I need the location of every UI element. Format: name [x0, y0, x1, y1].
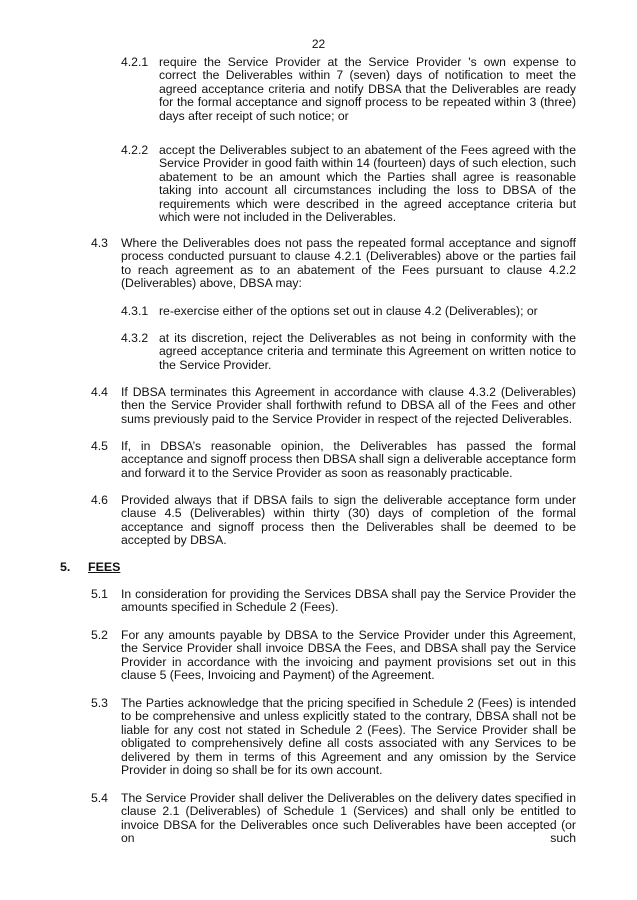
clause-text: For any amounts payable by DBSA to the Service Provider under this Agreement, the Service Provider shall invoice DBSA the Fees, and DBSA shall pay the Service Provider in accordance with the invoicing and payment provisions set out in this clause 5 (Fees, Invoicing and Payment) of the Agreement. — [121, 628, 576, 683]
section-heading-fees — [60, 560, 121, 574]
clause-text: Where the Deliverables does not pass the repeated formal acceptance and signoff process conducted pursuant to clause 4.2.1 (Deliverables) above or the parties fail to reach agreement as to an abatement of the Fees pursuant to clause 4.2.2 (Deliverables) above, DBSA may: — [121, 236, 576, 291]
clause-5-4 — [91, 792, 576, 846]
section-number: 5. — [60, 560, 71, 574]
clause-text: at its discretion, reject the Deliverables as not being in conformity with the agreed acceptance criteria and terminate this Agreement on written notice to the Service Provider. — [159, 331, 576, 372]
clause-number: 4.6 — [91, 493, 108, 507]
clause-number: 4.3 — [91, 236, 108, 250]
clause-number: 4.3.2 — [121, 331, 149, 345]
clause-text: The Parties acknowledge that the pricing specified in Schedule 2 (Fees) is intended to be comprehensive and unless explicitly stated to the contrary, DBSA shall not be liable for any cost not stated in Schedule 2 (Fees). The Service Provider shall be obligated to comprehensively define all costs associated with any Services to be delivered by them in terms of this Agreement and any omission by the Service Provider in doing so shall be for its own account. — [121, 696, 576, 778]
clause-number: 5.2 — [91, 628, 108, 642]
clause-number: 4.5 — [91, 439, 108, 453]
clause-number: 5.3 — [91, 696, 108, 710]
clause-4-3-2 — [121, 332, 576, 372]
clause-4-2-2 — [121, 144, 576, 225]
clause-text: accept the Deliverables subject to an abatement of the Fees agreed with the Service Provider in good faith within 14 (fourteen) days of such election, such abatement to be an amount which the Parties shall agree is reasonable taking into account all circumstances including the loss to DBSA of the requirements which were described in the agreed acceptance criteria but which were not included in the Deliverables. — [159, 143, 576, 225]
clause-4-6 — [91, 494, 576, 548]
clause-number: 4.2.1 — [121, 55, 149, 69]
section-title: FEES — [88, 560, 121, 574]
clause-number: 4.4 — [91, 385, 108, 399]
clause-4-3 — [91, 237, 576, 291]
clause-number: 5.1 — [91, 587, 108, 601]
clause-text: In consideration for providing the Services DBSA shall pay the Service Provider the amounts specified in Schedule 2 (Fees). — [121, 587, 576, 615]
clause-text: If, in DBSA’s reasonable opinion, the Deliverables has passed the formal acceptance and signoff process then DBSA shall sign a deliverable acceptance form and forward it to the Service Provider as soon as reasonably practicable. — [121, 439, 576, 480]
page-number: 22 — [311, 37, 326, 51]
clause-number: 5.4 — [91, 791, 108, 805]
clause-4-2-1 — [121, 56, 576, 123]
clause-text: The Service Provider shall deliver the Deliverables on the delivery dates specified in clause 2.1 (Deliverables) of Schedule 1 (Services) and shall only be entitled to invoice DBSA for the Deliverables once such Deliverables have been accepted (or on such — [121, 791, 576, 846]
clause-5-2 — [91, 629, 576, 683]
clause-4-3-1 — [121, 305, 576, 318]
clause-4-5 — [91, 440, 576, 480]
clause-text: If DBSA terminates this Agreement in accordance with clause 4.3.2 (Deliverables) then the Service Provider shall forthwith refund to DBSA all of the Fees and other sums previously paid to the Service Provider in respect of the rejected Deliverables. — [121, 385, 576, 426]
clause-5-1 — [91, 588, 576, 615]
clause-text: require the Service Provider at the Service Provider 's own expense to correct the Deliverables within 7 (seven) days of notification to meet the agreed acceptance criteria and notify DBSA that the Deliverables are ready for the formal acceptance and signoff process to be repeated within 3 (three) days after receipt of such notice; or — [159, 55, 576, 123]
clause-number: 4.2.2 — [121, 143, 149, 157]
clause-5-3 — [91, 697, 576, 778]
clause-number: 4.3.1 — [121, 304, 149, 318]
clause-text: Provided always that if DBSA fails to sign the deliverable acceptance form under clause 4.5 (Deliverables) within thirty (30) days of completion of the formal acceptance and signoff process then the Deliverables shall be deemed to be accepted by DBSA. — [121, 493, 576, 548]
clause-4-4 — [91, 386, 576, 426]
clause-text: re-exercise either of the options set out in clause 4.2 (Deliverables); or — [159, 304, 538, 318]
